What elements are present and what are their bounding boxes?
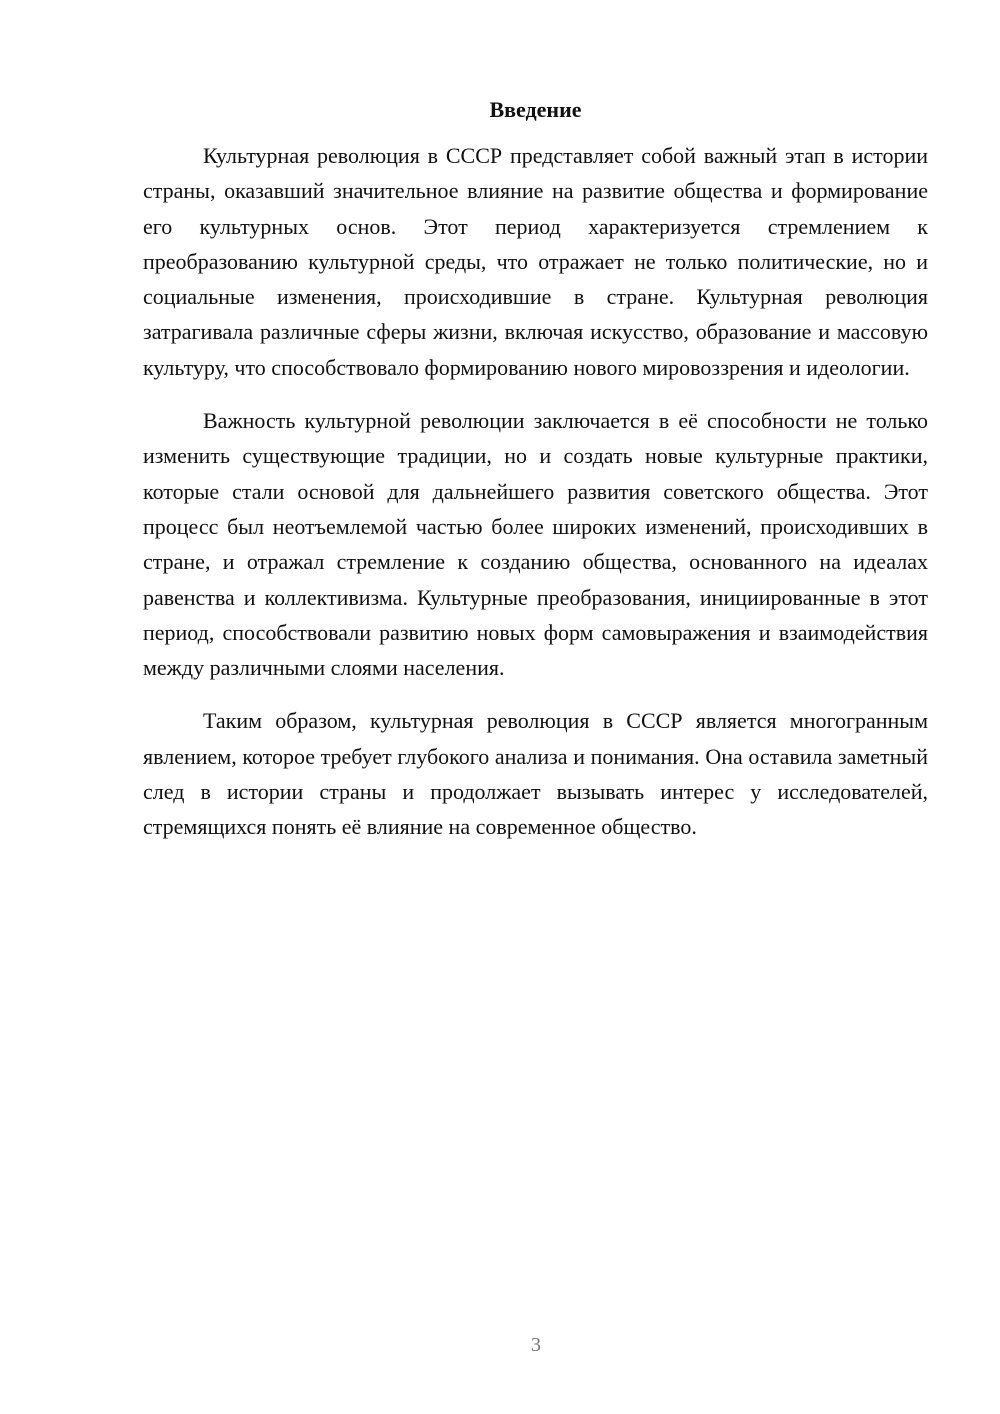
page-title: Введение <box>489 97 582 122</box>
paragraph-2: Важность культурной революции заключается в её способности не только изменить существующие традиции, но и создать новые культурные практики, которые стали основой для дальнейшего развития советского общества. Этот процесс был неотъемлемой частью более широких изменений, происходивших в стране, и отражал стремление к созданию общества, основанного на идеалах равенства и коллективизма. Культурные преобразования, инициированные в этот период, способствовали развитию новых форм самовыражения и взаимодействия между различными слоями населения. <box>143 408 928 681</box>
page-number: 3 <box>531 1334 541 1356</box>
paragraph-1: Культурная революция в СССР представляет собой важный этап в истории страны, оказавший значительное влияние на развитие общества и формирование его культурных основ. Этот период характеризуется стремлением к преобразованию культурной среды, что отражает не только политические, но и социальные изменения, происходившие в стране. Культурная революция затрагивала различные сферы жизни, включая искусство, образование и массовую культуру, что способствовало формированию нового мировоззрения и идеологии. <box>143 143 928 380</box>
page-content <box>143 92 928 845</box>
paragraph-3: Таким образом, культурная революция в СССР является многогранным явлением, которое требует глубокого анализа и понимания. Она оставила заметный след в истории страны и продолжает вызывать интерес у исследователей, стремящихся понять её влияние на современное общество. <box>143 708 928 840</box>
